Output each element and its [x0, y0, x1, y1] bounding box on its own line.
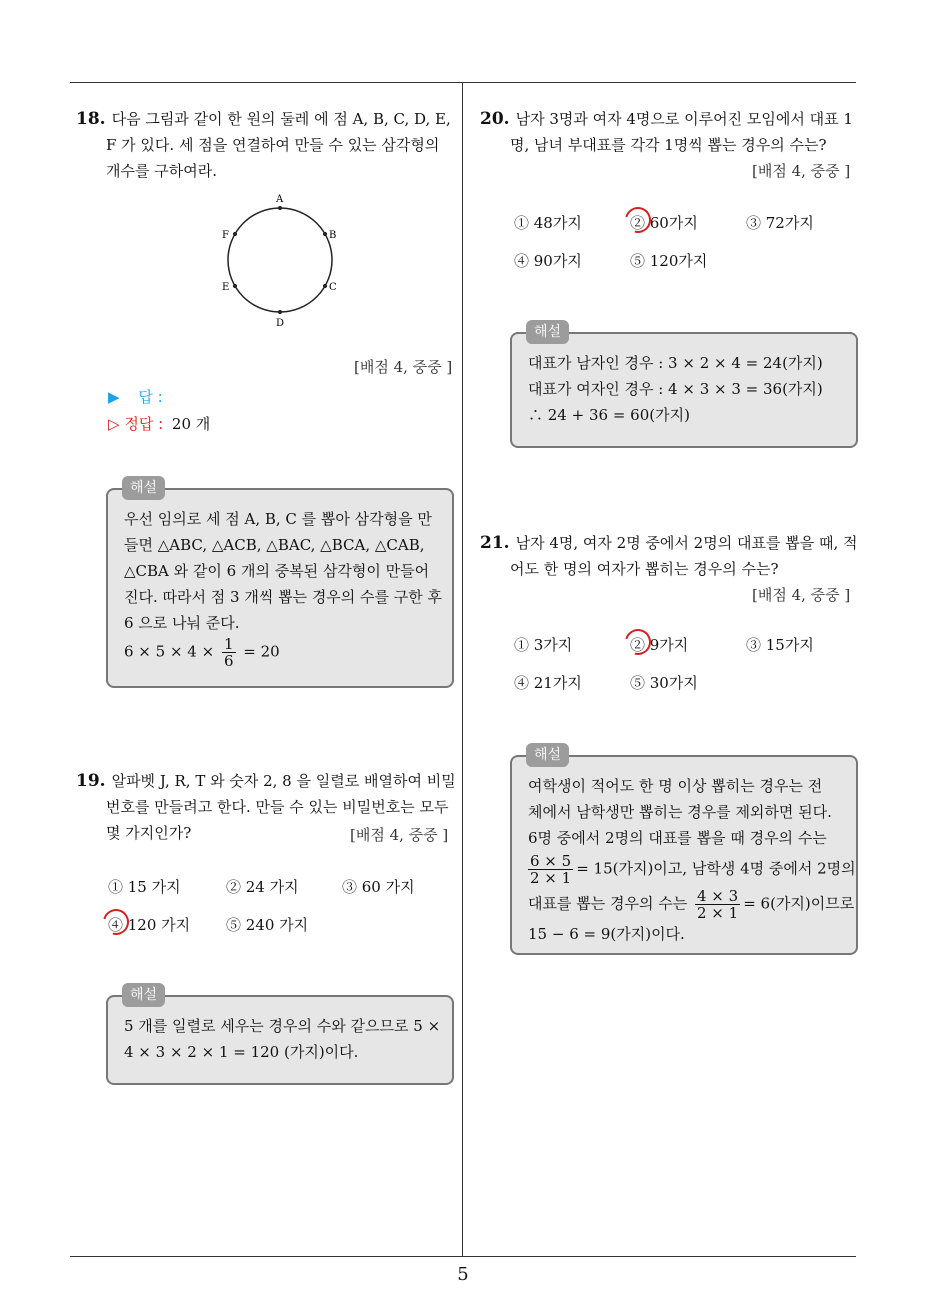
formula-part: 6 × 5 × 4 ×: [124, 642, 215, 661]
question-text-line: F 가 있다. 세 점을 연결하여 만들 수 있는 삼각형의: [106, 136, 440, 154]
fraction-denominator: 2 × 1: [530, 869, 572, 887]
choice-2[interactable]: ② 9가지: [630, 636, 689, 654]
explanation-line: 6 으로 나눠 준다.: [124, 614, 240, 632]
fraction: [695, 888, 740, 921]
question-text-line: 몇 가지인가?: [106, 824, 192, 842]
column-divider: [462, 82, 463, 1256]
explanation-line: 체에서 남학생만 뽑히는 경우를 제외하면 된다.: [528, 803, 832, 821]
correct-label: 정답 :: [124, 415, 164, 433]
point-label-E: E: [222, 282, 230, 293]
choice-3[interactable]: ③ 72가지: [746, 214, 814, 232]
choice-2[interactable]: ② 60가지: [630, 214, 698, 232]
point-B: [323, 232, 327, 236]
question-text-line: 번호를 만들려고 한다. 만들 수 있는 비밀번호는 모두: [106, 798, 449, 816]
question-20: [480, 106, 860, 158]
explanation-line: 6명 중에서 2명의 대표를 뽑을 때 경우의 수는: [528, 829, 827, 847]
choice-1[interactable]: ① 3가지: [514, 636, 573, 654]
choice-4[interactable]: ④ 90가지: [514, 252, 582, 270]
question-number: 18.: [76, 109, 106, 129]
explanation-line: 우선 임의로 세 점 A, B, C 를 뽑아 삼각형을 만: [124, 510, 432, 528]
explanation-line: 대표가 여자인 경우 : 4 × 3 × 3 = 36(가지): [528, 380, 823, 398]
question-text-line: 개수를 구하여라.: [106, 162, 217, 180]
choice-5[interactable]: ⑤ 120가지: [630, 252, 708, 270]
page-number: 5: [457, 1264, 469, 1285]
explanation-tag: 해설: [122, 983, 165, 1007]
point-A: [278, 206, 282, 210]
point-label-F: F: [222, 230, 229, 241]
explanation-tag: 해설: [122, 476, 165, 500]
circle: [228, 208, 332, 312]
question-text-line: 어도 한 명의 여자가 뽑히는 경우의 수는?: [510, 560, 779, 578]
explanation-box: [106, 480, 454, 688]
fraction-numerator: 4 × 3: [697, 887, 739, 905]
fraction: [222, 636, 236, 669]
explanation-formula: [528, 887, 855, 922]
circle-diagram: [210, 190, 360, 335]
top-rule: [70, 82, 856, 83]
explanation-box: [510, 747, 858, 955]
points-label: [배점 4, 중중 ]: [752, 162, 851, 180]
choice-4[interactable]: ④ 21가지: [514, 674, 582, 692]
answer-row: [108, 386, 163, 407]
explanation-line: ∴ 24 + 36 = 60(가지): [528, 406, 690, 424]
explanation-line: △CBA 와 같이 6 개의 중복된 삼각형이 만들어: [124, 562, 430, 580]
choice-5[interactable]: ⑤ 30가지: [630, 674, 698, 692]
explanation-line: 여학생이 적어도 한 명 이상 뽑히는 경우는 전: [528, 777, 823, 795]
explanation-line: 대표가 남자인 경우 : 3 × 2 × 4 = 24(가지): [528, 354, 823, 372]
explanation-box: [106, 987, 454, 1085]
question-text-line: 남자 3명과 여자 4명으로 이루어진 모임에서 대표 1: [515, 110, 853, 128]
question-number: 19.: [76, 771, 106, 791]
correct-arrow-icon: ▷: [108, 415, 120, 433]
choice-3[interactable]: ③ 60 가지: [342, 878, 415, 896]
bottom-rule: [70, 1256, 856, 1257]
formula-part: 대표를 뽑는 경우의 수는: [528, 894, 688, 913]
points-label: [배점 4, 중중 ]: [350, 826, 449, 844]
point-label-D: D: [276, 318, 285, 329]
fraction-denominator: 2 × 1: [697, 904, 739, 922]
question-number: 20.: [480, 109, 510, 129]
question-text-line: 남자 4명, 여자 2명 중에서 2명의 대표를 뽑을 때, 적: [515, 534, 858, 552]
question-text-line: 명, 남녀 부대표를 각각 1명씩 뽑는 경우의 수는?: [510, 136, 827, 154]
point-C: [323, 284, 327, 288]
question-text-line: 알파벳 J, R, T 와 숫자 2, 8 을 일렬로 배열하여 비밀: [111, 772, 456, 790]
point-F: [233, 232, 237, 236]
point-label-C: C: [329, 282, 337, 293]
choice-1[interactable]: ① 15 가지: [108, 878, 181, 896]
explanation-formula: [528, 852, 856, 887]
answer-arrow-icon: ▶: [108, 388, 120, 406]
question-number: 21.: [480, 533, 510, 553]
explanation-line: 진다. 따라서 점 3 개씩 뽑는 경우의 수를 구한 후: [124, 588, 443, 606]
explanation-box: [510, 324, 858, 448]
explanation-line: 5 개를 일렬로 세우는 경우의 수와 같으므로 5 ×: [124, 1017, 441, 1035]
fraction-numerator: 1: [223, 635, 234, 653]
choice-5[interactable]: ⑤ 240 가지: [226, 916, 309, 934]
question-text-line: 다음 그림과 같이 한 원의 둘레 에 점 A, B, C, D, E,: [111, 110, 451, 128]
formula-part: = 6(가지)이므로: [743, 894, 855, 913]
explanation-tag: 해설: [526, 320, 569, 344]
correct-value: 20 개: [171, 415, 211, 433]
point-label-A: A: [276, 194, 284, 205]
fraction: [528, 853, 573, 886]
points-label: [배점 4, 중중 ]: [752, 586, 851, 604]
point-E: [233, 284, 237, 288]
formula-part: = 15(가지)이고, 남학생 4명 중에서 2명의: [576, 859, 856, 878]
explanation-line: 4 × 3 × 2 × 1 = 120 (가지)이다.: [124, 1043, 359, 1061]
choice-3[interactable]: ③ 15가지: [746, 636, 814, 654]
points-label: [배점 4, 중중 ]: [354, 358, 453, 376]
correct-answer-row: [108, 413, 210, 434]
choice-2[interactable]: ② 24 가지: [226, 878, 299, 896]
formula-part: = 20: [243, 642, 280, 661]
point-label-B: B: [329, 230, 337, 241]
explanation-line: 들면 △ABC, △ACB, △BAC, △BCA, △CAB,: [124, 536, 425, 554]
question-21: [480, 530, 860, 582]
question-18: [76, 106, 456, 184]
explanation-line: 15 − 6 = 9(가지)이다.: [528, 925, 685, 943]
fraction-numerator: 6 × 5: [530, 852, 572, 870]
fraction-denominator: 6: [223, 652, 234, 670]
explanation-tag: 해설: [526, 743, 569, 767]
point-D: [278, 310, 282, 314]
answer-label: 답 :: [138, 388, 163, 406]
choice-4[interactable]: ④ 120 가지: [108, 916, 191, 934]
choice-1[interactable]: ① 48가지: [514, 214, 582, 232]
explanation-formula: [124, 636, 436, 669]
